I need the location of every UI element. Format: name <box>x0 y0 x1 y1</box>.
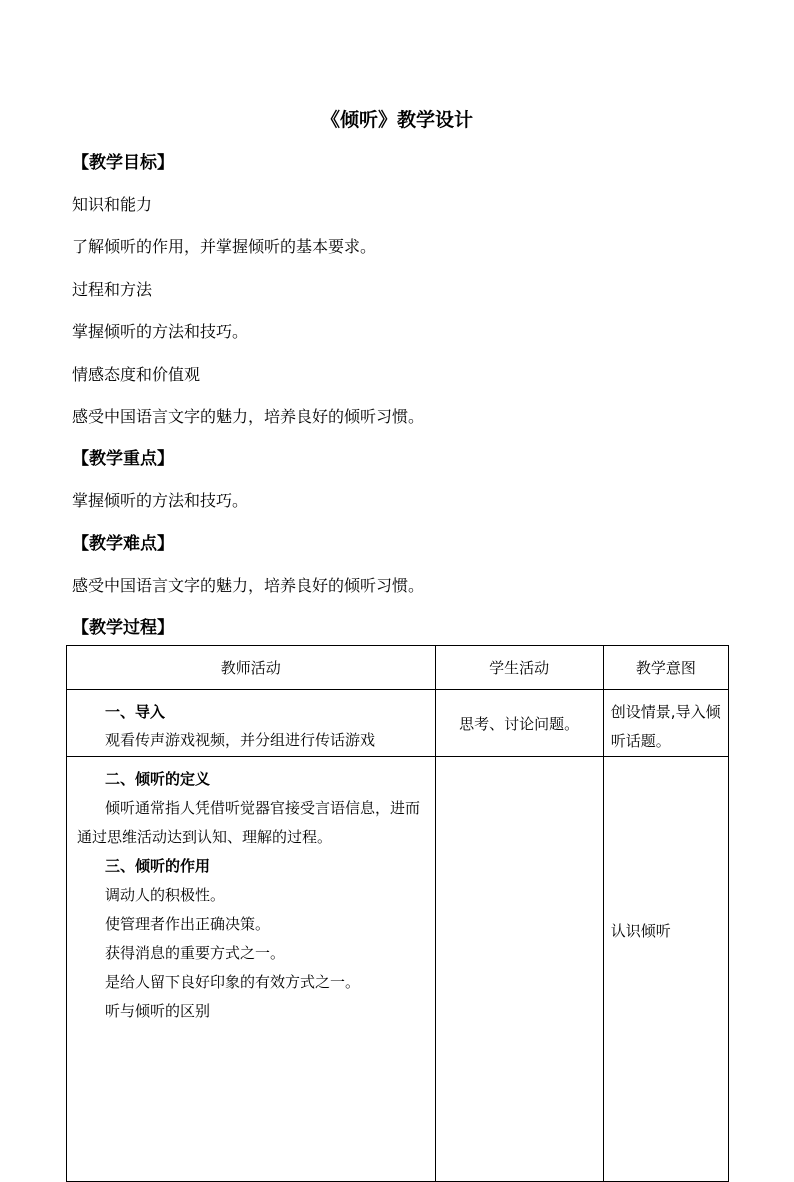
process-text: 掌握倾听的方法和技巧。 <box>72 322 249 341</box>
definition-text: 倾听通常指人凭借听觉器官接受言语信息，进而通过思维活动达到认知、理解的过程。 <box>77 799 421 846</box>
header-teacher-activity: 教师活动 <box>67 646 436 690</box>
row2-student-cell <box>435 757 603 1182</box>
row2-purpose-cell: 认识倾听 <box>603 757 728 1182</box>
section-role-title: 三、倾听的作用 <box>105 857 211 875</box>
row1-student-cell: 思考、讨论问题。 <box>435 690 603 757</box>
teaching-process-table <box>66 645 729 1182</box>
role-item: 听与倾听的区别 <box>105 1002 211 1020</box>
table-row <box>67 690 729 757</box>
section-definition-title: 二、倾听的定义 <box>105 770 211 788</box>
header-teaching-purpose: 教学意图 <box>603 646 728 690</box>
process-heading: 【教学过程】 <box>72 618 174 638</box>
row1-purpose-cell: 创设情景,导入倾听话题。 <box>603 690 728 757</box>
section-intro-title: 一、导入 <box>105 703 166 721</box>
document-title: 《倾听》教学设计 <box>320 109 473 131</box>
header-student-activity: 学生活动 <box>435 646 603 690</box>
key-points-text: 掌握倾听的方法和技巧。 <box>72 491 249 510</box>
knowledge-text: 了解倾听的作用，并掌握倾听的基本要求。 <box>72 237 377 256</box>
table-header-row <box>67 646 729 690</box>
process-label: 过程和方法 <box>72 280 153 299</box>
row2-teacher-cell <box>67 757 436 1182</box>
role-item: 获得消息的重要方式之一。 <box>105 944 286 962</box>
role-item: 使管理者作出正确决策。 <box>105 915 271 933</box>
table-row <box>67 757 729 1182</box>
row1-teacher-text: 观看传声游戏视频，并分组进行传话游戏 <box>105 731 376 749</box>
difficulties-text: 感受中国语言文字的魅力，培养良好的倾听习惯。 <box>72 576 425 595</box>
objectives-heading: 【教学目标】 <box>72 153 174 173</box>
emotion-text: 感受中国语言文字的魅力，培养良好的倾听习惯。 <box>72 407 425 426</box>
role-item: 调动人的积极性。 <box>105 886 226 904</box>
knowledge-label: 知识和能力 <box>72 195 153 214</box>
role-item: 是给人留下良好印象的有效方式之一。 <box>105 973 361 991</box>
emotion-label: 情感态度和价值观 <box>72 365 201 384</box>
difficulties-heading: 【教学难点】 <box>72 534 174 554</box>
row1-teacher-cell <box>67 690 436 757</box>
key-points-heading: 【教学重点】 <box>72 449 174 469</box>
